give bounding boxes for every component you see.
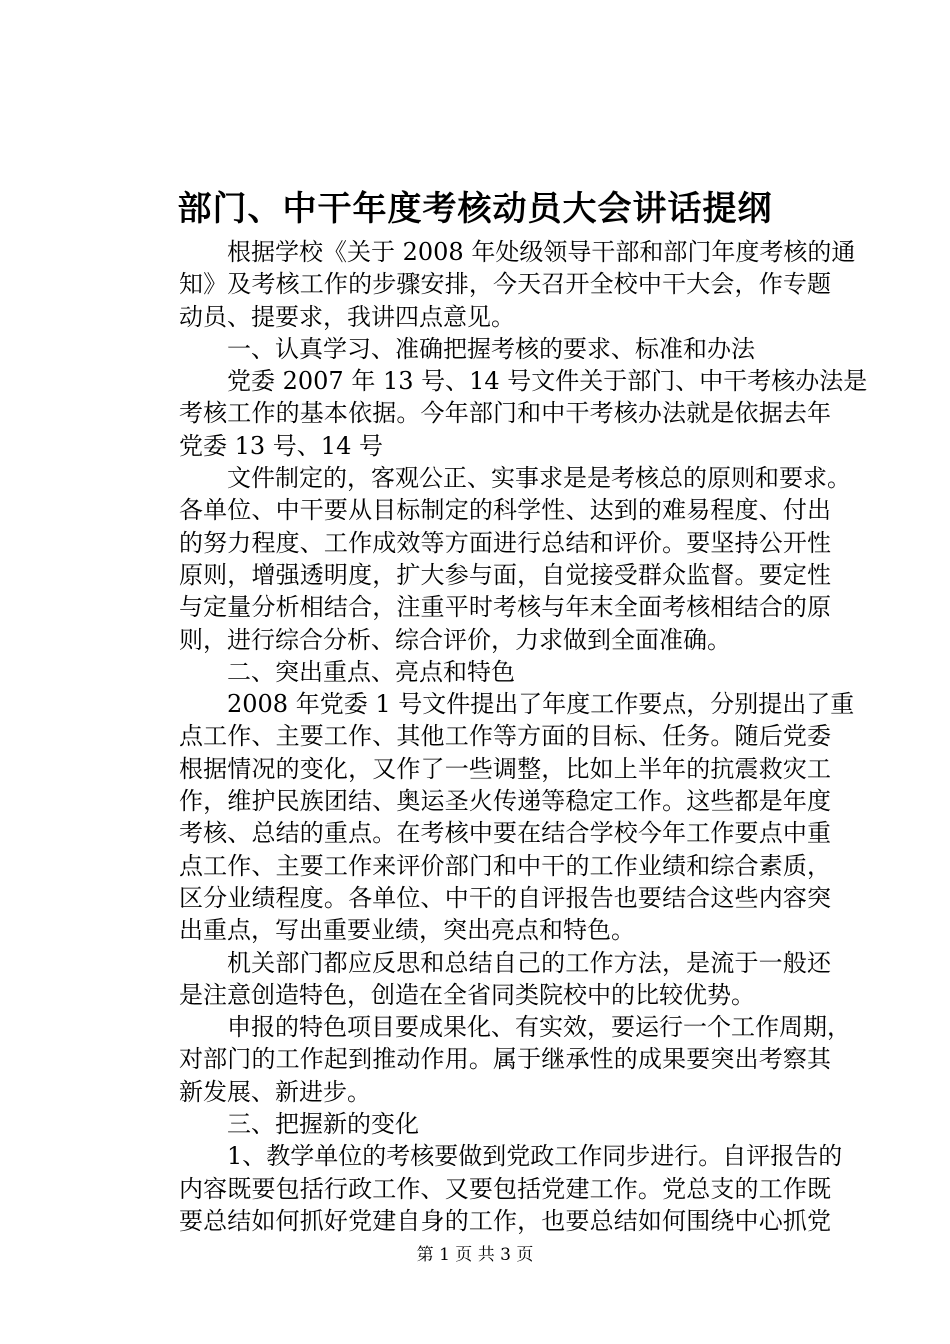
body-text xyxy=(131,236,868,1237)
text-line: 机关部门都应反思和总结自己的工作方法，是流于一般还 xyxy=(227,948,831,977)
text-line: 区分业绩程度。各单位、中干的自评报告也要结合这些内容突 xyxy=(179,883,831,912)
text-line: 申报的特色项目要成果化、有实效，要运行一个工作周期， xyxy=(227,1013,851,1042)
text-line: 知》及考核工作的步骤安排，今天召开全校中干大会，作专题 xyxy=(179,270,831,299)
text-line: 文件制定的，客观公正、实事求是是考核总的原则和要求。 xyxy=(227,464,851,493)
text-line: 新发展、新进步。 xyxy=(179,1077,371,1106)
text-line: 是注意创造特色，创造在全省同类院校中的比较优势。 xyxy=(179,980,755,1009)
text-line: 点工作、主要工作来评价部门和中干的工作业绩和综合素质， xyxy=(179,851,831,880)
text-line: 出重点，写出重要业绩，突出亮点和特色。 xyxy=(179,916,635,945)
text-line: 对部门的工作起到推动作用。属于继承性的成果要突出考察其 xyxy=(179,1045,831,1074)
text-line: 根据情况的变化，又作了一些调整，比如上半年的抗震救灾工 xyxy=(179,754,831,783)
document-body xyxy=(131,236,868,1237)
text-line: 作，维护民族团结、奥运圣火传递等稳定工作。这些都是年度 xyxy=(179,787,831,816)
page-number: 第 1 页 共 3 页 xyxy=(416,1245,534,1265)
text-line: 根据学校《关于 2008 年处级领导干部和部门年度考核的通 xyxy=(227,238,856,266)
text-line: 考核工作的基本依据。今年部门和中干考核办法就是依据去年 xyxy=(179,399,831,428)
text-line: 的努力程度、工作成效等方面进行总结和评价。要坚持公开性 xyxy=(179,528,831,557)
text-line: 2008 年党委 1 号文件提出了年度工作要点，分别提出了重 xyxy=(227,690,855,719)
text-line: 则，进行综合分析、综合评价，力求做到全面准确。 xyxy=(179,625,731,654)
document-title: 部门、中干年度考核动员大会讲话提纲 xyxy=(177,189,773,229)
text-line: 1、教学单位的考核要做到党政工作同步进行。自评报告的 xyxy=(227,1142,843,1171)
section-heading: 三、把握新的变化 xyxy=(227,1110,419,1139)
text-line: 内容既要包括行政工作、又要包括党建工作。党总支的工作既 xyxy=(179,1174,831,1203)
text-line: 动员、提要求，我讲四点意见。 xyxy=(179,302,515,331)
text-line: 考核、总结的重点。在考核中要在结合学校今年工作要点中重 xyxy=(179,819,831,848)
text-line: 与定量分析相结合，注重平时考核与年末全面考核相结合的原 xyxy=(179,593,831,622)
section-heading: 一、认真学习、准确把握考核的要求、标准和办法 xyxy=(227,334,755,363)
text-line: 各单位、中干要从目标制定的科学性、达到的难易程度、付出 xyxy=(179,496,831,525)
text-line: 党委 13 号、14 号 xyxy=(179,431,383,460)
text-line: 原则，增强透明度，扩大参与面，自觉接受群众监督。要定性 xyxy=(179,560,831,589)
text-line: 点工作、主要工作、其他工作等方面的目标、任务。随后党委 xyxy=(179,722,831,751)
section-heading: 二、突出重点、亮点和特色 xyxy=(227,657,515,686)
text-line: 要总结如何抓好党建自身的工作，也要总结如何围绕中心抓党 xyxy=(179,1206,831,1235)
text-line: 党委 2007 年 13 号、14 号文件关于部门、中干考核办法是 xyxy=(227,367,868,396)
